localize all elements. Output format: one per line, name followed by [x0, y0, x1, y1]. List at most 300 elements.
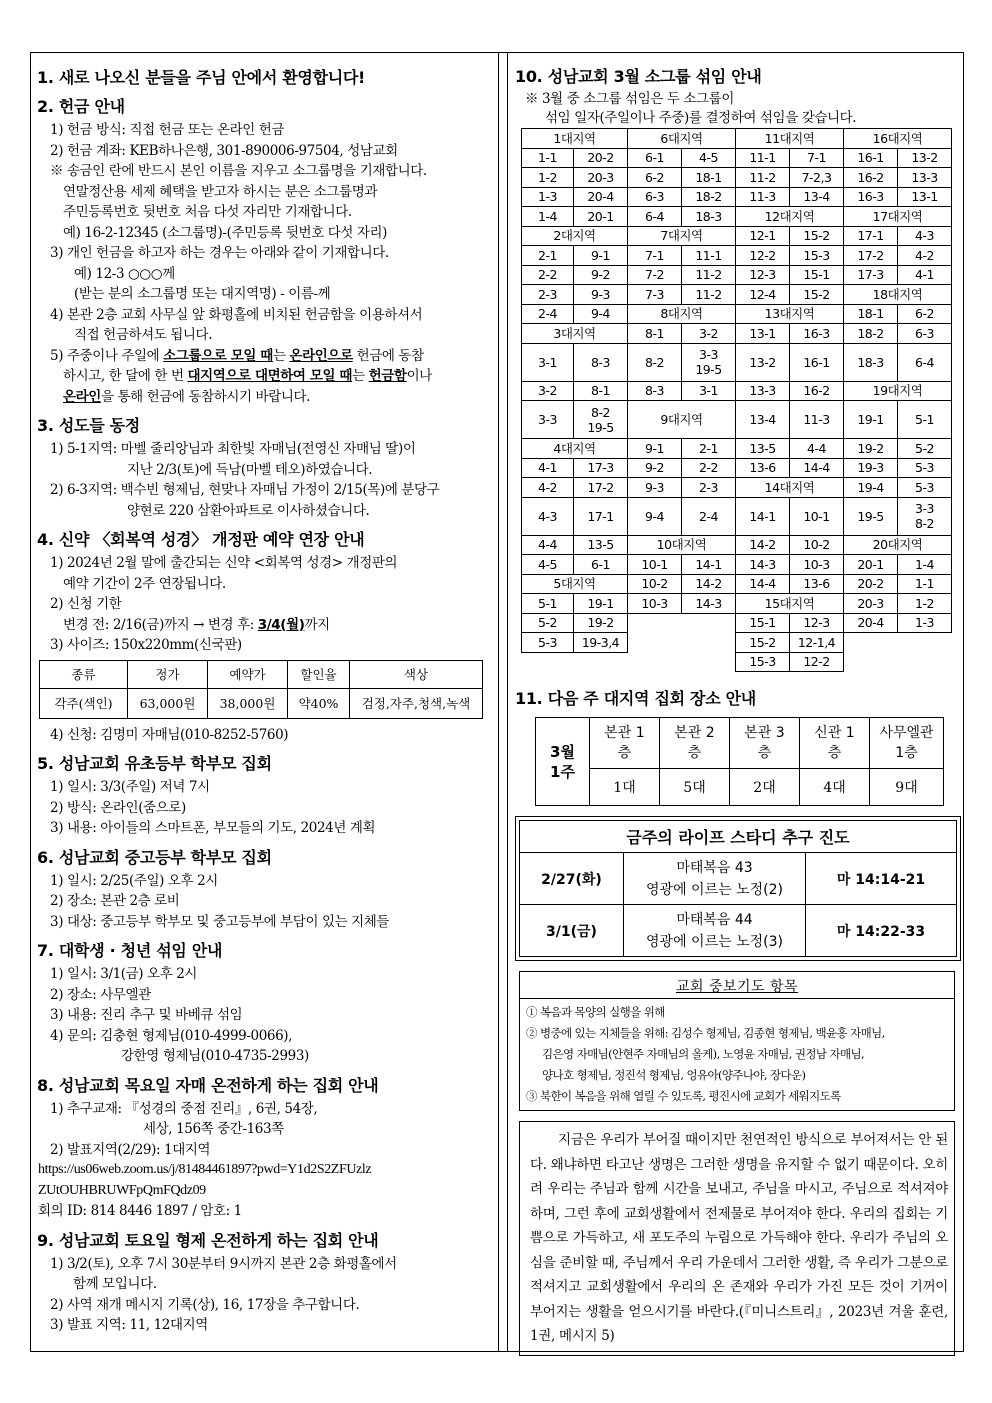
partner-cell: 19-3,4: [574, 633, 628, 653]
teen-date: 1) 일시: 2/25(주일) 오후 2시: [50, 872, 218, 889]
study-book: 마태복음 44: [676, 911, 753, 928]
partner-cell: 13-2: [898, 148, 952, 168]
bible-deadline: 2) 신청 기한: [50, 596, 122, 612]
group-cell: 2-2: [522, 265, 574, 285]
group-cell: 1-3: [522, 187, 574, 207]
region-header: 11대지역: [736, 129, 844, 149]
group-cell: 13-3: [736, 381, 790, 401]
study-book: 마태복음 43: [676, 859, 753, 876]
partner-cell: 13-4: [790, 187, 844, 207]
group-cell: 14-4: [736, 574, 790, 594]
group-cell: 10-3: [628, 594, 682, 614]
section-9-title: 9. 성남교회 토요일 형제 온전하게 하는 집회 안내: [37, 1230, 379, 1250]
region-header: 6대지역: [628, 129, 736, 149]
small-group-table: [521, 128, 952, 672]
partner-cell: 2-2: [682, 458, 736, 478]
news-1: 1) 5-1지역: 마벨 줄리앙님과 최한빛 자매님(전영신 자매님 딸)이: [50, 441, 416, 457]
study-topic: [624, 853, 806, 905]
zoom-link[interactable]: https://us06web.zoom.us/j/81484461897?pwd=Y1d2S2ZFUzlz: [38, 1162, 372, 1177]
brothers-date-2: 함께 모입니다.: [73, 1276, 157, 1292]
region-header: 8대지역: [628, 304, 736, 324]
news-2: 2) 6-3지역: 백수빈 형제님, 현맞나 자매님 가정이 2/15(목)에 분당구: [50, 482, 440, 498]
region-header: 18대지역: [844, 285, 952, 305]
partner-cell: 11-2: [682, 265, 736, 285]
group-row: [522, 633, 952, 653]
group-cell: 8-1: [628, 324, 682, 344]
group-cell: 6-1: [628, 148, 682, 168]
partner-cell: 18-2: [682, 187, 736, 207]
partner-cell: 8-1: [574, 381, 628, 401]
partner-cell: 19-2: [574, 613, 628, 633]
group-cell: 7-3: [628, 285, 682, 305]
prayer-item-2: ② 병중에 있는 지체들을 위해: 김성수 형제님, 김종현 형제님, 백윤홍 자매님,: [526, 1026, 885, 1040]
partner-cell: 5-3: [898, 458, 952, 478]
news-2-cont: 양현로 220 삼환아파트로 이사하셨습니다.: [127, 502, 370, 519]
empty-cell: [628, 613, 736, 633]
teen-target: 3) 대상: 중고등부 학부모 및 중고등부에 부담이 있는 지체들: [50, 913, 390, 930]
study-ref: 마 14:22-33: [806, 905, 957, 957]
group-cell: 13-4: [736, 401, 790, 439]
table-header: 종류: [40, 660, 128, 688]
section-1-title: 1. 새로 나오신 분들을 주님 안에서 환영합니다!: [37, 68, 366, 87]
group-row: [522, 497, 952, 535]
table-header: 정가: [128, 660, 208, 688]
group-row: [522, 324, 952, 344]
group-cell: 4-5: [522, 555, 574, 575]
group-cell: 17-1: [844, 226, 898, 246]
offering-personal-format: (받는 분의 소그룹명 또는 대지역명) - 이름-께: [74, 286, 331, 302]
brothers-content: 2) 사역 재개 메시지 기록(상), 16, 17장을 추구합니다.: [50, 1296, 360, 1313]
partner-cell: 5-2: [898, 439, 952, 459]
table-cell: 각주(색인): [40, 688, 128, 718]
group-row: [522, 439, 952, 459]
partner-cell: 2-1: [682, 439, 736, 459]
kids-content: 3) 내용: 아이들의 스마트폰, 부모들의 기도, 2024년 계획: [50, 820, 376, 836]
youth-place: 2) 장소: 사무엘관: [50, 986, 151, 1003]
study-date: 2/27(화): [520, 853, 624, 905]
group-cell: 16-2: [844, 168, 898, 188]
partner-cell: 17-2: [574, 478, 628, 498]
group-row: [522, 652, 952, 672]
place-cell: 본관 3층: [730, 718, 800, 769]
offering-note-3: 주민등록번호 뒷번호 처음 다섯 자리만 기재합니다.: [63, 204, 352, 220]
offering-box: 4) 본관 2층 교회 사무실 앞 화평홀에 비치된 헌금함을 이용하셔서: [50, 306, 423, 323]
youth-contact-1: 4) 문의: 김충현 형제님(010-4999-0066),: [50, 1027, 293, 1044]
group-cell: 4-1: [522, 458, 574, 478]
partner-cell: 15-3: [790, 246, 844, 266]
region-header: 9대지역: [628, 401, 736, 439]
group-cell: 1-4: [522, 207, 574, 227]
group-cell: 1대: [590, 769, 660, 806]
place-cell: 본관 2층: [660, 718, 730, 769]
group-cell: 2-4: [522, 304, 574, 324]
empty-cell: [628, 633, 736, 653]
partner-cell: 9-1: [574, 246, 628, 266]
partner-cell: 8-2 19-5: [574, 401, 628, 439]
group-cell: 7-1: [628, 246, 682, 266]
partner-cell: 1-2: [898, 594, 952, 614]
prayer-item-1: ① 복음과 목양의 실행을 위해: [526, 1005, 665, 1019]
group-cell: 9-3: [628, 478, 682, 498]
group-cell: 4대: [800, 769, 870, 806]
group-cell: 12-4: [736, 285, 790, 305]
group-cell: 19-1: [844, 401, 898, 439]
region-header: 14대지역: [736, 478, 844, 498]
group-cell: 9-4: [628, 497, 682, 535]
partner-cell: 6-2: [898, 304, 952, 324]
group-cell: 6-2: [628, 168, 682, 188]
empty-cell: [522, 652, 628, 672]
section-10-title: 10. 성남교회 3월 소그룹 섞임 안내: [515, 67, 762, 86]
youth-content: 3) 내용: 진리 추구 및 바베큐 섞임: [50, 1007, 243, 1023]
partner-cell: 5-3: [898, 478, 952, 498]
region-header: 16대지역: [844, 129, 952, 149]
group-row: [522, 226, 952, 246]
group-cell: 4-2: [522, 478, 574, 498]
sisters-book: 1) 추구교재: 『성경의 중점 진리』, 6권, 54장,: [50, 1100, 318, 1117]
group-cell: 5대: [660, 769, 730, 806]
group-cell: 13-6: [736, 458, 790, 478]
bible-info-2: 예약 기간이 2주 연장됩니다.: [63, 575, 226, 592]
group-row: [522, 168, 952, 188]
region-header: 3대지역: [522, 324, 628, 344]
group-cell: 11-1: [736, 148, 790, 168]
news-1-cont: 지난 2/3(토)에 득남(마벨 테오)하였습니다.: [127, 461, 373, 478]
partner-cell: 6-1: [574, 555, 628, 575]
empty-cell: [628, 652, 736, 672]
partner-cell: 13-6: [790, 574, 844, 594]
group-cell: 13-2: [736, 343, 790, 381]
region-header: 12대지역: [736, 207, 844, 227]
group-row: [522, 478, 952, 498]
offering-account: 2) 헌금 계좌: KEB하나은행, 301-890006-97504, 성남교회: [50, 142, 398, 159]
bible-size: 3) 사이즈: 150x220mm(신국판): [50, 637, 242, 653]
group-row: [522, 574, 952, 594]
partner-cell: 15-2: [790, 285, 844, 305]
offering-online-1: 5) 주중이나 주일에 소그룹으로 모일 때는 온라인으로 헌금에 동참: [50, 347, 424, 364]
region-header: 17대지역: [844, 207, 952, 227]
region-header: 2대지역: [522, 226, 628, 246]
group-cell: 19-5: [844, 497, 898, 535]
bible-deadline-change: 변경 전: 2/16(금)까지 → 변경 후: 3/4(월)까지: [63, 616, 330, 633]
partner-cell: 14-2: [682, 574, 736, 594]
study-date: 3/1(금): [520, 905, 624, 957]
partner-cell: 2-3: [682, 478, 736, 498]
group-row: [522, 304, 952, 324]
life-study-title: 금주의 라이프 스타디 추구 진도: [520, 821, 957, 853]
group-cell: 2-1: [522, 246, 574, 266]
study-topic: [624, 905, 806, 957]
partner-cell: 20-2: [574, 148, 628, 168]
group-cell: 4-3: [522, 497, 574, 535]
group-row: [522, 187, 952, 207]
region-header: 20대지역: [844, 535, 952, 555]
brothers-presenter: 3) 발표 지역: 11, 12대지역: [50, 1317, 208, 1333]
table-cell: 검정,자주,청색,녹색: [350, 688, 483, 718]
group-cell: 20-2: [844, 574, 898, 594]
location-table: [535, 717, 944, 806]
group-cell: 19-2: [844, 439, 898, 459]
group-cell: 5-1: [522, 594, 574, 614]
empty-cell: [844, 652, 952, 672]
prayer-box: [519, 971, 955, 1111]
table-cell: 약40%: [288, 688, 350, 718]
partner-cell: 13-3: [898, 168, 952, 188]
group-cell: 1-1: [522, 148, 574, 168]
partner-cell: 10-1: [790, 497, 844, 535]
group-cell: 12-1: [736, 226, 790, 246]
partner-cell: 4-5: [682, 148, 736, 168]
partner-cell: 3-3 19-5: [682, 343, 736, 381]
life-study-table: [519, 820, 957, 957]
region-header: 5대지역: [522, 574, 628, 594]
place-cell: 사무엘관 1층: [870, 718, 944, 769]
partner-cell: 11-3: [790, 401, 844, 439]
offering-method: 1) 헌금 방식: 직접 헌금 또는 온라인 헌금: [50, 122, 285, 138]
group-row: [522, 594, 952, 614]
region-header: 1대지역: [522, 129, 628, 149]
group-cell: 14-2: [736, 535, 790, 555]
youth-contact-2: 강한영 형제님(010-4735-2993): [121, 1048, 309, 1064]
partner-cell: 11-1: [682, 246, 736, 266]
group-cell: 6-3: [628, 187, 682, 207]
offering-box-2: 직접 헌금하셔도 됩니다.: [74, 327, 213, 343]
partner-cell: 15-2: [790, 226, 844, 246]
sisters-book-2: 세상, 156쪽 중간-163쪽: [143, 1121, 284, 1137]
group-cell: 5-3: [522, 633, 574, 653]
youth-date: 1) 일시: 3/1(금) 오후 2시: [50, 966, 198, 982]
region-header: 19대지역: [844, 381, 952, 401]
partner-cell: 12-2: [790, 652, 844, 672]
partner-cell: 9-3: [574, 285, 628, 305]
partner-cell: 9-2: [574, 265, 628, 285]
group-cell: 14-1: [736, 497, 790, 535]
group-cell: 20-3: [844, 594, 898, 614]
group-cell: 15-2: [736, 633, 790, 653]
partner-cell: 20-4: [574, 187, 628, 207]
group-row: [522, 401, 952, 439]
group-row: [522, 458, 952, 478]
bulletin-page: [30, 52, 964, 1352]
group-cell: 19-3: [844, 458, 898, 478]
group-cell: 14-3: [736, 555, 790, 575]
study-title: 영광에 이르는 노정(2): [646, 881, 783, 898]
section-2-title: 2. 헌금 안내: [37, 97, 125, 116]
partner-cell: 8-3: [574, 343, 628, 381]
partner-cell: 3-1: [682, 381, 736, 401]
bible-info-1: 1) 2024년 2월 말에 출간되는 신약 <회복역 성경> 개정판의: [50, 555, 398, 571]
partner-cell: 16-2: [790, 381, 844, 401]
right-column: [507, 53, 965, 1351]
partner-cell: 4-2: [898, 246, 952, 266]
partner-cell: 1-1: [898, 574, 952, 594]
group-row: [522, 207, 952, 227]
partner-cell: 1-3: [898, 613, 952, 633]
bible-apply: 4) 신청: 김명미 자매님(010-8252-5760): [50, 726, 289, 743]
group-cell: 18-2: [844, 324, 898, 344]
group-cell: 7-2: [628, 265, 682, 285]
section-11-title: 11. 다음 주 대지역 집회 장소 안내: [515, 689, 756, 708]
group-cell: 6-4: [628, 207, 682, 227]
table-header: 할인율: [288, 660, 350, 688]
partner-cell: 19-1: [574, 594, 628, 614]
prayer-item-2-cont: 양나호 형제님, 정진석 형제님, 엉유아(양주나야, 장다운): [542, 1068, 806, 1082]
group-row: [522, 555, 952, 575]
left-column: [31, 53, 499, 1351]
kids-method: 2) 방식: 온라인(줌으로): [50, 799, 186, 816]
group-cell: 13-1: [736, 324, 790, 344]
group-cell: 1-2: [522, 168, 574, 188]
group-cell: 17-3: [844, 265, 898, 285]
group-row: [522, 343, 952, 381]
offering-personal: 3) 개인 헌금을 하고자 하는 경우는 아래와 같이 기재합니다.: [50, 245, 389, 261]
group-cell: 15-3: [736, 652, 790, 672]
zoom-link-cont[interactable]: ZUtOUHBRUWFpQmFQdz09: [38, 1182, 206, 1198]
group-cell: 20-4: [844, 613, 898, 633]
partner-cell: 3-3 8-2: [898, 497, 952, 535]
partner-cell: 12-3: [790, 613, 844, 633]
region-header: 10대지역: [628, 535, 736, 555]
teen-place: 2) 장소: 본관 2층 로비: [50, 893, 180, 909]
partner-cell: 16-1: [790, 343, 844, 381]
group-cell: 12-3: [736, 265, 790, 285]
partner-cell: 1-4: [898, 555, 952, 575]
group-row: [522, 246, 952, 266]
partner-cell: 18-1: [682, 168, 736, 188]
week-label: 3월 1주: [536, 718, 590, 806]
section-5-title: 5. 성남교회 유초등부 학부모 집회: [37, 754, 272, 773]
prayer-item-2-cont: 김은영 자매님(안현주 자매님의 올케), 노영윤 자매님, 권정남 자매님,: [542, 1047, 865, 1061]
partner-cell: 14-1: [682, 555, 736, 575]
section-4-title: 4. 신약 〈회복역 성경〉 개정판 예약 연장 안내: [37, 530, 365, 549]
group-cell: 12-2: [736, 246, 790, 266]
partner-cell: 15-1: [790, 265, 844, 285]
group-cell: 10-2: [628, 574, 682, 594]
group-cell: 20-1: [844, 555, 898, 575]
place-cell: 신관 1층: [800, 718, 870, 769]
offering-personal-example: 예) 12-3 ○○○께: [74, 265, 175, 282]
group-cell: 10-1: [628, 555, 682, 575]
group-cell: 8-2: [628, 343, 682, 381]
group-cell: 5-2: [522, 613, 574, 633]
partner-cell: 9-4: [574, 304, 628, 324]
prayer-item-3: ③ 북한이 복음을 위해 열릴 수 있도록, 평진시에 교회가 세워지도록: [526, 1089, 841, 1103]
group-cell: 11-3: [736, 187, 790, 207]
offering-online-2: 하시고, 한 달에 한 번 대지역으로 대면하여 모일 때는 헌금함이나: [63, 368, 432, 384]
place-cell: 본관 1층: [590, 718, 660, 769]
group-row: [522, 613, 952, 633]
kids-date: 1) 일시: 3/3(주일) 저녁 7시: [50, 779, 210, 795]
table-header: 색상: [350, 660, 483, 688]
partner-cell: 10-3: [790, 555, 844, 575]
group-cell: 18-1: [844, 304, 898, 324]
table-cell: 63,000원: [128, 688, 208, 718]
partner-cell: 20-1: [574, 207, 628, 227]
partner-cell: 17-3: [574, 458, 628, 478]
ministry-quote: 지금은 우리가 부어질 때이지만 천연적인 방식으로 부어져서는 안 된다. 왜냐하면 타고난 생명은 그러한 생명을 유지할 수 없기 때문이다. 오히려 우리는 주님과 함께 시간을 보내고, 주님을 마시고, 주님으로 적셔져야 하며, 그런 후에 교회생활에서 전제물로 부어져야 한다. 우리의 집회는 기쁨으로 가득하고, 새 포도주의 누림으로 가득해야 한다. 우리가 주님의 오심을 준비할 때, 주님께서 우리 가운데서 그러한 생활, 즉 우리가 그분으로 적셔지고 교회생활에서 우리의 온 존재와 우리가 가진 모든 것이 기꺼이 부어지는 생활을 얻으시기를 바란다.(『미니스트리』, 2023년 겨울 훈련, 1권, 메시지 5): [519, 1121, 955, 1356]
group-cell: 4-4: [522, 535, 574, 555]
group-cell: 2-3: [522, 285, 574, 305]
partner-cell: 13-5: [574, 535, 628, 555]
group-cell: 3-2: [522, 381, 574, 401]
partner-cell: 4-4: [790, 439, 844, 459]
group-cell: 19-4: [844, 478, 898, 498]
partner-cell: 6-3: [898, 324, 952, 344]
section-8-title: 8. 성남교회 목요일 자매 온전하게 하는 집회 안내: [37, 1075, 379, 1095]
partner-cell: 12-1,4: [790, 633, 844, 653]
partner-cell: 14-4: [790, 458, 844, 478]
group-cell: 16-3: [844, 187, 898, 207]
sisters-presenter: 2) 발표지역(2/29): 1대지역: [50, 1141, 211, 1158]
offering-note: ※ 송금인 란에 반드시 본인 이름을 지우고 소그룹명을 기재합니다.: [50, 163, 427, 179]
group-cell: 13-5: [736, 439, 790, 459]
group-cell: 15-1: [736, 613, 790, 633]
region-header: 13대지역: [736, 304, 844, 324]
partner-cell: 3-2: [682, 324, 736, 344]
region-header: 15대지역: [736, 594, 844, 614]
study-title: 영광에 이르는 노정(3): [646, 933, 783, 950]
group-cell: 9-2: [628, 458, 682, 478]
offering-note-2: 연말정산용 세제 혜택을 받고자 하시는 분은 소그룹명과: [63, 183, 378, 200]
empty-cell: [844, 633, 952, 653]
life-study-box: [515, 816, 961, 961]
group-row: [522, 129, 952, 149]
partner-cell: 4-3: [898, 226, 952, 246]
group-row: [522, 285, 952, 305]
group-cell: 18-3: [844, 343, 898, 381]
small-group-note-2: 섞임 일자(주일이나 주중)를 결정하여 섞임을 갖습니다.: [545, 110, 857, 126]
offering-example: 예) 16-2-12345 (소그룹명)-(주민등록 뒷번호 다섯 자리): [63, 224, 388, 241]
partner-cell: 16-3: [790, 324, 844, 344]
partner-cell: 14-3: [682, 594, 736, 614]
group-cell: 3-3: [522, 401, 574, 439]
section-6-title: 6. 성남교회 중고등부 학부모 집회: [37, 847, 272, 867]
partner-cell: 20-3: [574, 168, 628, 188]
group-cell: 2대: [730, 769, 800, 806]
table-cell: 38,000원: [208, 688, 288, 718]
study-ref: 마 14:14-21: [806, 853, 957, 905]
partner-cell: 7-1: [790, 148, 844, 168]
brothers-date: 1) 3/2(토), 오후 7시 30분부터 9시까지 본관 2층 화평홀에서: [50, 1255, 397, 1272]
partner-cell: 7-2,3: [790, 168, 844, 188]
group-cell: 8-3: [628, 381, 682, 401]
group-cell: 17-2: [844, 246, 898, 266]
group-row: [522, 148, 952, 168]
partner-cell: 11-2: [682, 285, 736, 305]
group-cell: 3-1: [522, 343, 574, 381]
table-header: 예약가: [208, 660, 288, 688]
partner-cell: 4-1: [898, 265, 952, 285]
group-cell: 9-1: [628, 439, 682, 459]
partner-cell: 17-1: [574, 497, 628, 535]
region-header: 7대지역: [628, 226, 736, 246]
partner-cell: 13-1: [898, 187, 952, 207]
section-3-title: 3. 성도들 동정: [37, 416, 140, 435]
small-group-note-1: ※ 3월 중 소그룹 섞임은 두 소그룹이: [525, 91, 734, 107]
prayer-title: 교회 중보기도 항목: [675, 979, 799, 995]
partner-cell: 2-4: [682, 497, 736, 535]
group-cell: 9대: [870, 769, 944, 806]
partner-cell: 6-4: [898, 343, 952, 381]
group-row: [522, 381, 952, 401]
group-cell: 11-2: [736, 168, 790, 188]
partner-cell: 5-1: [898, 401, 952, 439]
zoom-meeting-id: 회의 ID: 814 8446 1897 / 암호: 1: [38, 1203, 242, 1219]
group-row: [522, 535, 952, 555]
offering-online-3: 온라인을 통해 헌금에 동참하시기 바랍니다.: [63, 388, 311, 405]
group-row: [522, 265, 952, 285]
section-7-title: 7. 대학생 · 청년 섞임 안내: [37, 941, 223, 960]
